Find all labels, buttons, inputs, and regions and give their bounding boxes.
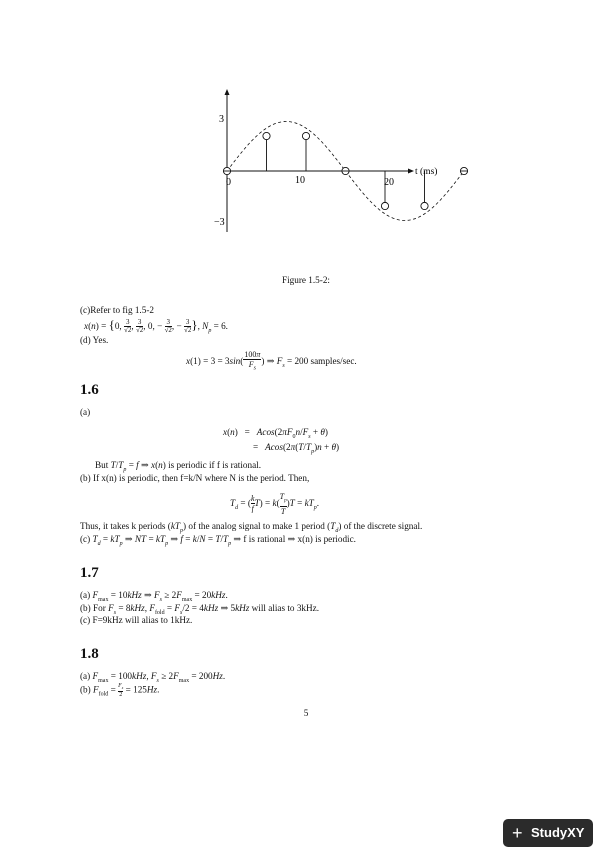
sec16-part-b: (b) If x(n) is periodic, then f=k/N where N is the period. Then, (80, 473, 310, 483)
y-tick-top: 3 (219, 114, 224, 125)
x-tick-0: 0 (226, 177, 231, 188)
sec16-part-c: (c) $T_d = kT_p$ ⇒ NT = $kT_p$ ⇒ $f = k/N = T/T_p$ ⇒ f is rational ⇒ x(n) is periodic. (80, 534, 356, 547)
sec17-part-a: (a) $F_{max} = 10kHz$ ⇒ $F_s \ge 2F_{max} = 20kHz$. (80, 590, 228, 603)
sec16-eq2: = $Acos(2\pi(T/T_p)n + \theta)$ (253, 442, 340, 455)
x-tick-20: 20 (384, 177, 394, 188)
figure-caption: Figure 1.5-2: (282, 275, 330, 285)
page-number: 5 (303, 708, 309, 718)
x-axis-label: t (ms) (415, 167, 438, 177)
sec18-part-a: (a) $F_{max} = 100kHz$, $F_s \ge 2F_{max} = 200Hz$. (80, 671, 226, 684)
sec16-part-a: (a) (80, 407, 91, 417)
xn-sequence: x(n) = {0, 3 √2, 3 √2, 0, − 3 √2, − 3 √2}, $N_p = 6$. (84, 317, 228, 335)
heading-1-7: 1.7 (80, 565, 99, 581)
part-c-ref: (c)Refer to fig 1.5-2 (80, 305, 154, 315)
sample-point (421, 202, 428, 209)
y-tick-bottom: −3 (214, 217, 225, 228)
sec18-part-b: (b) $F_{fold}$ = $F_s$ 2 = 125Hz. (80, 683, 160, 699)
heading-1-6: 1.6 (80, 382, 99, 398)
sec16-thus: Thus, it takes k periods $(kT_p)$ of the analog signal to make 1 period $(T_d)$ of the discrete signal. (80, 521, 423, 534)
sec16-eq1: $x(n) = Acos(2\pi F_0n/F_s + \theta)$ (223, 427, 328, 440)
sec16-td-equation: $T_d$ = ( $\frac{k}{f}T) = k$( $\frac{T_p}{T})T = kT_p$. (230, 492, 320, 516)
x1-equation: x(1) = 3 = 3sin( $\frac{100\pi}{F_s}$) ⇒ $F_s = 200$ samples/sec. (186, 350, 357, 372)
y-axis-arrow (225, 89, 230, 95)
part-d-yes: (d) Yes. (80, 335, 109, 345)
x-tick-10: 10 (295, 175, 305, 186)
heading-1-8: 1.8 (80, 646, 99, 662)
sec17-part-b: (b) For $F_s = 8kHz$, $F_{fold} = F_s/2 = 4kHz$ ⇒ 5kHz will alias to 3kHz. (80, 603, 320, 616)
studyxy-badge[interactable] (503, 819, 593, 847)
plus-icon: + (512, 823, 523, 843)
figure-1-5-2 (0, 0, 612, 290)
sample-point (302, 132, 309, 139)
x-axis-arrow (408, 169, 414, 174)
sec17-part-c: (c) F=9kHz will alias to 1kHz. (80, 615, 193, 625)
sample-point (381, 202, 388, 209)
brand-label: StudyXY (531, 825, 585, 840)
sample-point (263, 132, 270, 139)
sec16-but: But $T/T_p = f$ ⇒ x(n) is periodic if f is rational. (95, 460, 261, 473)
